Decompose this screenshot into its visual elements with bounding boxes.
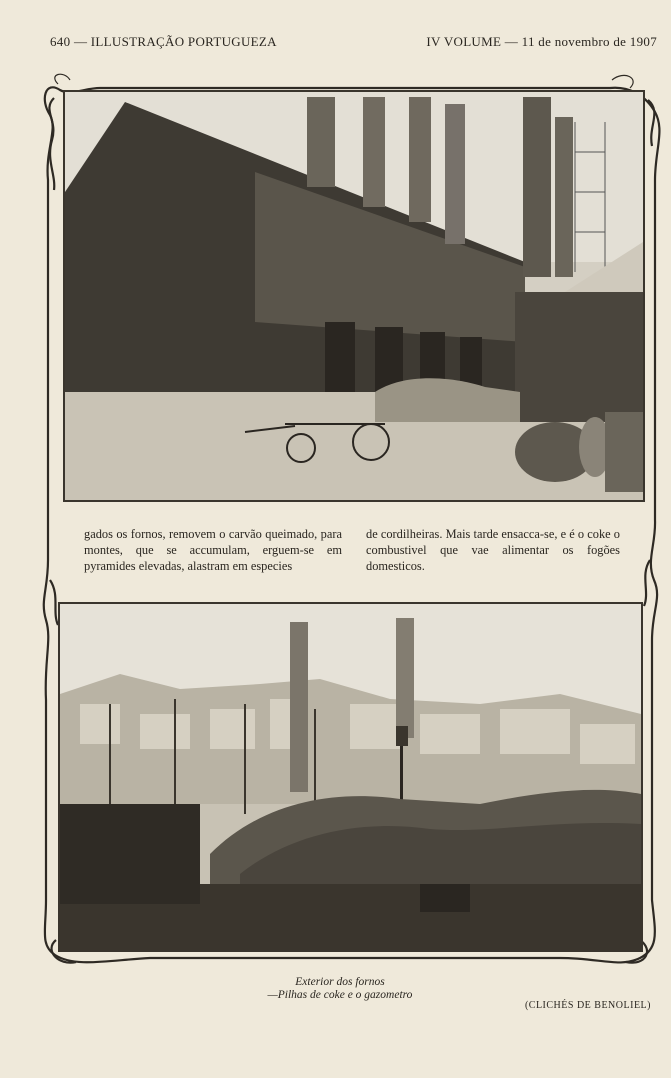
body-text-column-2: de cordilheiras. Mais tarde ensacca-se, e é o coke o combustivel que vae alimentar os fogões domesticos.: [366, 527, 620, 573]
caption-line-1: Exterior dos fornos: [295, 976, 385, 988]
photo-credit: (CLICHÉS DE BENOLIEL): [524, 1000, 651, 1011]
body-text-column-1: gados os fornos, removem o carvão queimado, para montes, que se accumulam, erguem-se em pyramides elevadas, alastram em especies: [84, 527, 342, 573]
coke-piles-photo: [58, 602, 643, 952]
photo-caption: [240, 976, 440, 1002]
factory-photo: [63, 90, 645, 502]
caption-line-2: —Pilhas de coke e o gazometro: [267, 989, 413, 1001]
page-header: [50, 34, 657, 54]
header-issue: IV VOLUME — 11 de novembro de 1907: [426, 34, 657, 49]
header-title: 640 — ILLUSTRAÇÃO PORTUGUEZA: [50, 34, 277, 49]
